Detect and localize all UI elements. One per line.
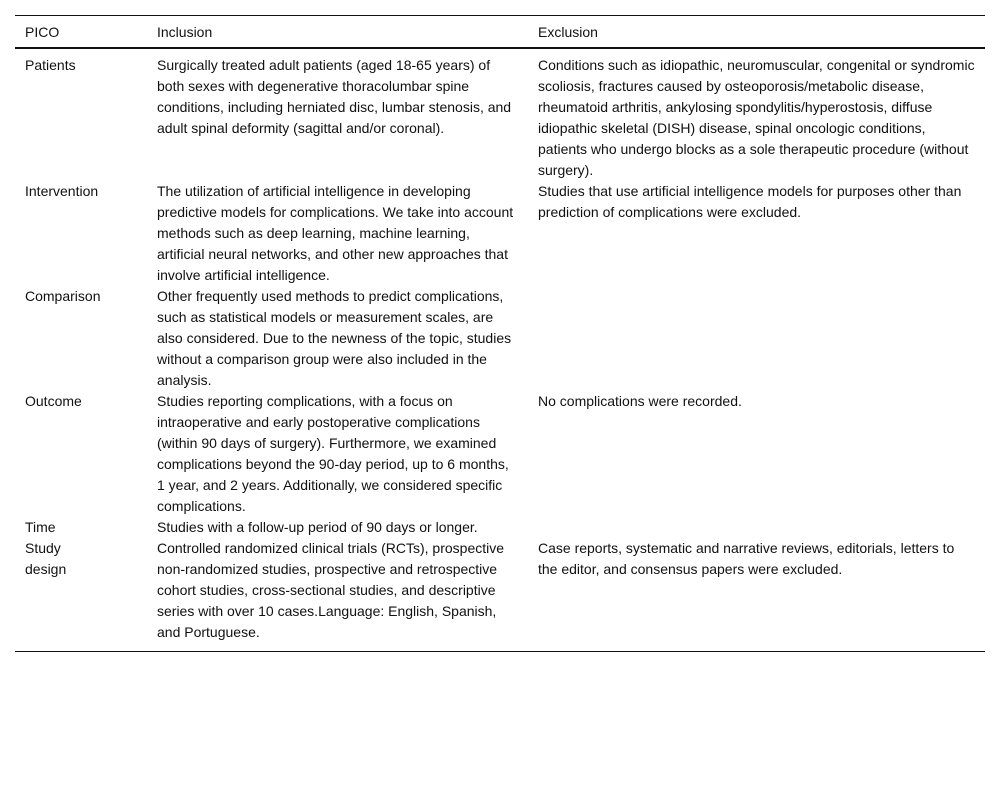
pico-cell: Outcome (25, 393, 82, 409)
table-row (15, 538, 985, 652)
header-pico: PICO (25, 24, 60, 40)
pico-table (15, 15, 985, 652)
pico-cell: Comparison (25, 288, 101, 304)
pico-cell: Patients (25, 57, 76, 73)
inclusion-cell: The utilization of artificial intelligence in developing predictive models for complications. We take into account methods such as deep learning, machine learning, artificial neural networks, and other new approaches that involve artificial intelligence. (157, 183, 514, 283)
inclusion-cell: Other frequently used methods to predict complications, such as statistical models or measurement scales, are also considered. Due to the newness of the topic, studies without a comparison group were also included in the analysis. (157, 288, 512, 388)
exclusion-cell: Case reports, systematic and narrative reviews, editorials, letters to the editor, and consensus papers were excluded. (538, 540, 955, 577)
header-inclusion: Inclusion (157, 24, 213, 40)
exclusion-cell (528, 286, 985, 391)
header-exclusion: Exclusion (538, 24, 598, 40)
inclusion-cell: Controlled randomized clinical trials (RCTs), prospective non-randomized studies, prospective and retrospective cohort studies, cross-sectional studies, and descriptive series with over 10 cases.Language: English, Spanish, and Portuguese. (157, 540, 505, 640)
pico-cell: Intervention (25, 183, 99, 199)
exclusion-cell: Studies that use artificial intelligence models for purposes other than prediction of complications were excluded. (538, 183, 962, 220)
inclusion-cell: Studies with a follow-up period of 90 days or longer. (157, 519, 478, 535)
pico-cell: Time (25, 519, 56, 535)
table-row (15, 517, 985, 538)
pico-cell: Study design (25, 540, 67, 577)
exclusion-cell (528, 517, 985, 538)
inclusion-cell: Studies reporting complications, with a focus on intraoperative and early postoperative complications (within 90 days of surgery). Furthermore, we examined complications beyond the 90-day period, up to 6 months, 1 year, and 2 years. Additionally, we considered specific complications. (157, 393, 509, 514)
table-row (15, 181, 985, 286)
table-row (15, 48, 985, 181)
inclusion-cell: Surgically treated adult patients (aged 18-65 years) of both sexes with degenerative thoracolumbar spine conditions, including herniated disc, lumbar stenosis, and adult spinal deformity (sagittal and/or coronal). (157, 57, 512, 136)
exclusion-cell: No complications were recorded. (538, 393, 742, 409)
header-row (15, 16, 985, 49)
table-row (15, 391, 985, 517)
exclusion-cell: Conditions such as idiopathic, neuromuscular, congenital or syndromic scoliosis, fractures caused by osteoporosis/metabolic disease, rheumatoid arthritis, ankylosing spondylitis/hyperostosis, diffuse idiopathic skeletal (DISH) disease, spinal oncologic conditions, patients who undergo blocks as a sole therapeutic procedure (without surgery). (538, 57, 975, 178)
table-row (15, 286, 985, 391)
